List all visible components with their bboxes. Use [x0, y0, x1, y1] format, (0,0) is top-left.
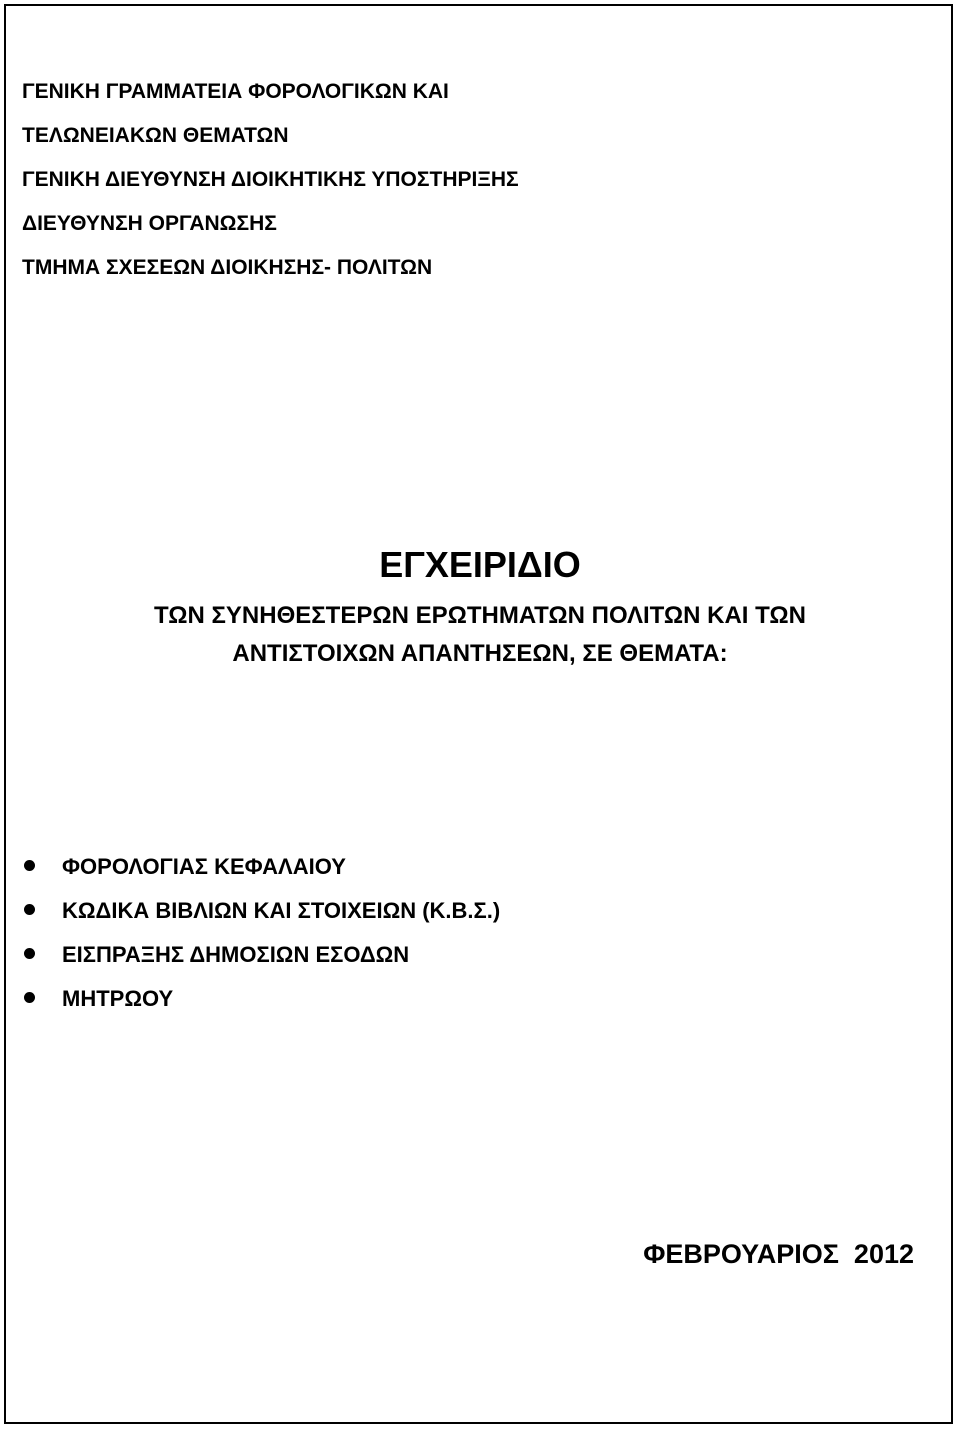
document-subtitle-line-1: ΤΩΝ ΣΥΝΗΘΕΣΤΕΡΩΝ ΕΡΩΤΗΜΑΤΩΝ ΠΟΛΙΤΩΝ ΚΑΙ ΤΩΝ — [154, 602, 806, 629]
list-item — [24, 933, 500, 977]
list-item — [24, 845, 500, 889]
topics-list — [24, 845, 500, 1021]
bullet-icon — [24, 948, 35, 959]
publication-date: ΦΕΒΡΟΥΑΡΙΟΣ 2012 — [643, 1239, 914, 1269]
document-title: ΕΓΧΕΙΡΙΔΙΟ — [379, 544, 581, 585]
bullet-icon — [24, 904, 35, 915]
header-line-4: ΔΙΕΥΘΥΝΣΗ ΟΡΓΑΝΩΣΗΣ — [22, 212, 277, 235]
issuing-authority-header — [22, 70, 519, 290]
header-line-2: ΤΕΛΩΝΕΙΑΚΩΝ ΘΕΜΑΤΩΝ — [22, 124, 289, 147]
topic-label: ΚΩΔΙΚΑ ΒΙΒΛΙΩΝ ΚΑΙ ΣΤΟΙΧΕΙΩΝ (Κ.Β.Σ.) — [62, 898, 501, 923]
topic-label: ΜΗΤΡΩΟΥ — [62, 986, 174, 1011]
list-item — [24, 977, 500, 1021]
topic-label: ΦΟΡΟΛΟΓΙΑΣ ΚΕΦΑΛΑΙΟΥ — [62, 854, 346, 879]
bullet-icon — [24, 992, 35, 1003]
header-line-3: ΓΕΝΙΚΗ ΔΙΕΥΘΥΝΣΗ ΔΙΟΙΚΗΤΙΚΗΣ ΥΠΟΣΤΗΡΙΞΗΣ — [22, 168, 519, 191]
list-item — [24, 889, 500, 933]
header-line-1: ΓΕΝΙΚΗ ΓΡΑΜΜΑΤΕΙΑ ΦΟΡΟΛΟΓΙΚΩΝ ΚΑΙ — [22, 80, 449, 103]
document-subtitle-line-2: ΑΝΤΙΣΤΟΙΧΩΝ ΑΠΑΝΤΗΣΕΩΝ, ΣΕ ΘΕΜΑΤΑ: — [232, 640, 728, 667]
header-line-5: ΤΜΗΜΑ ΣΧΕΣΕΩΝ ΔΙΟΙΚΗΣΗΣ- ΠΟΛΙΤΩΝ — [22, 256, 433, 279]
bullet-icon — [24, 860, 35, 871]
topic-label: ΕΙΣΠΡΑΞΗΣ ΔΗΜΟΣΙΩΝ ΕΣΟΔΩΝ — [62, 942, 410, 967]
document-title-block — [0, 543, 960, 673]
